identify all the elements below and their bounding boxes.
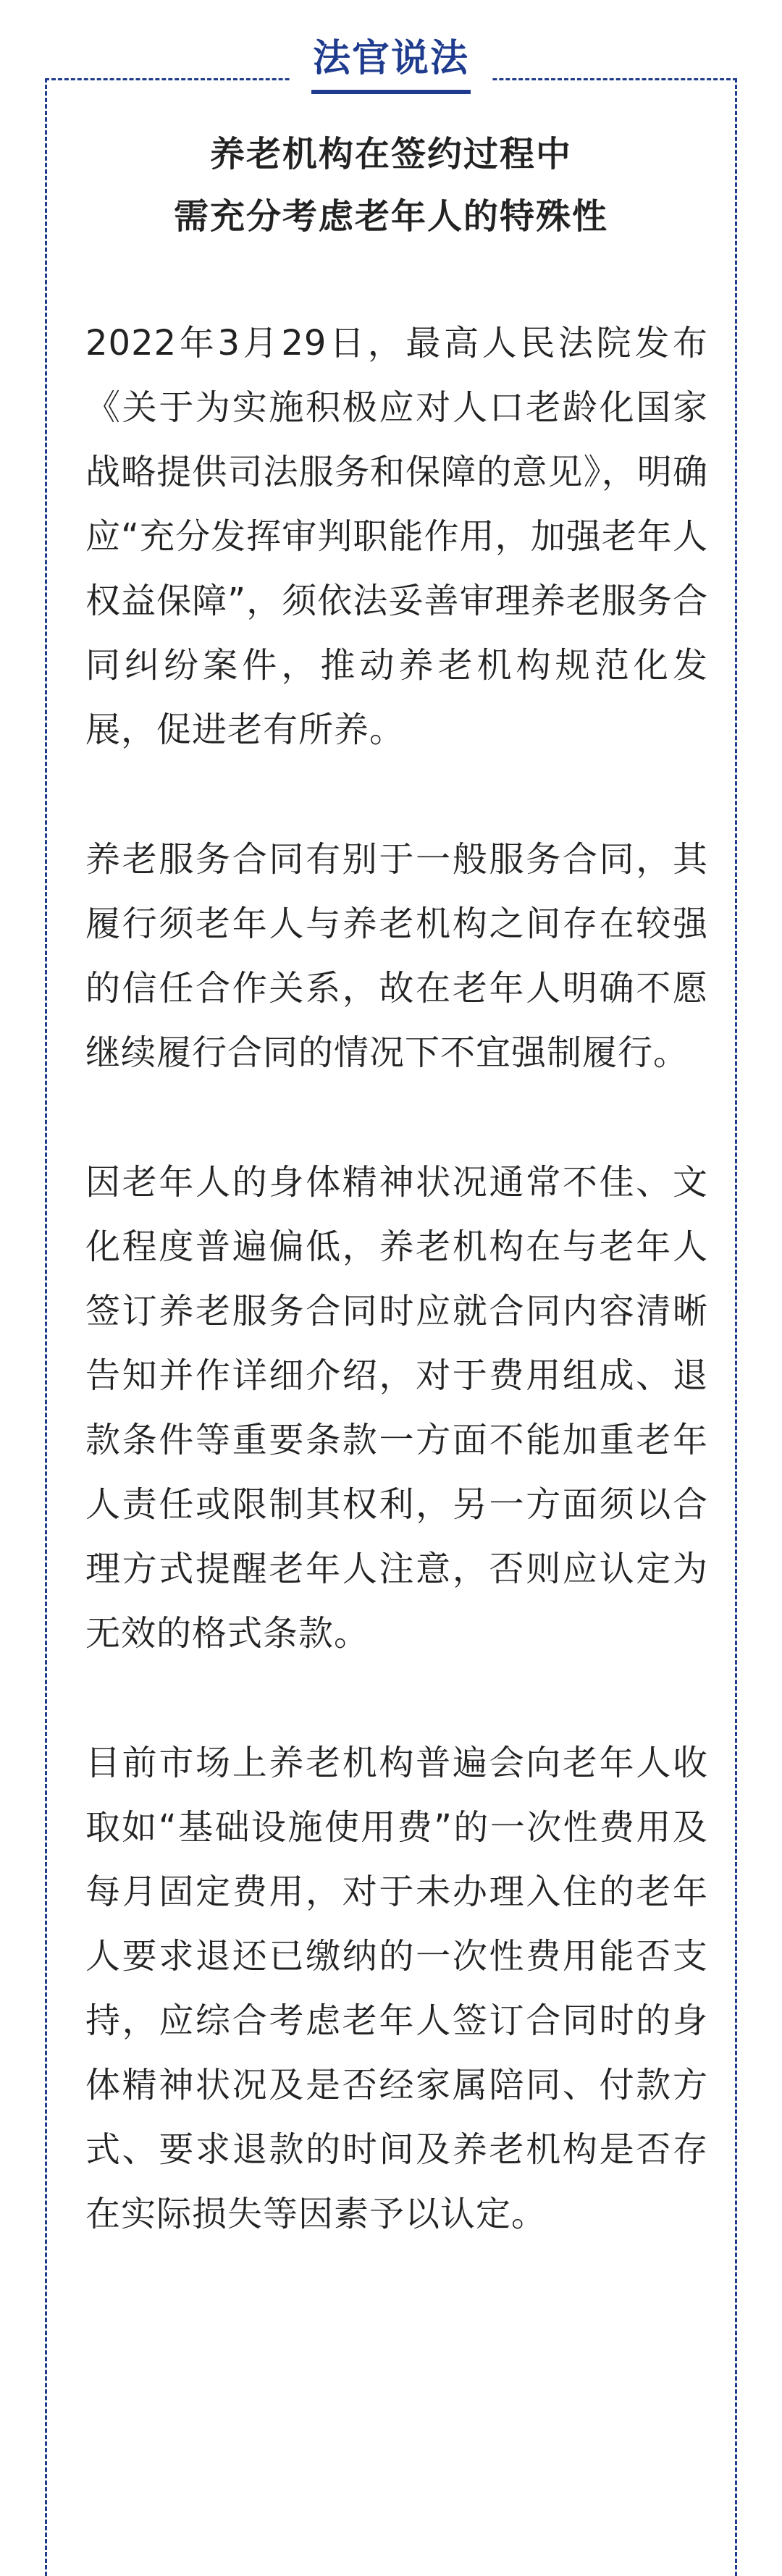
article-body bbox=[85, 311, 708, 2312]
paragraph-2: 养老服务合同有别于一般服务合同，其履行须老年人与养老机构之间存在较强的信任合作关系，故在老年人明确不愿继续履行合同的情况下不宜强制履行。 bbox=[85, 839, 708, 1073]
title-underline bbox=[311, 90, 471, 94]
paragraph-1: 2022年3月29日，最高人民法院发布《关于为实施积极应对人口老龄化国家战略提供司法服务和保障的意见》，明确应“充分发挥审判职能作用，加强老年人权益保障”，须依法妥善审理养老服务合同纠纷案件，推动养老机构规范化发展，促进老有所养。 bbox=[85, 323, 708, 750]
section-title: 法官说法 bbox=[312, 37, 469, 80]
paragraph-4: 目前市场上养老机构普遍会向老年人收取如“基础设施使用费”的一次性费用及每月固定费用，对于未办理入住的老年人要求退还已缴纳的一次性费用能否支持，应综合考虑老年人签订合同时的身体精神状况及是否经家属陪同、付款方式、要求退款的时间及养老机构是否存在实际损失等因素予以认定。 bbox=[85, 1743, 708, 2234]
article-subtitle bbox=[0, 123, 782, 248]
subtitle-line-2: 需充分考虑老年人的特殊性 bbox=[173, 196, 608, 237]
paragraph-3: 因老年人的身体精神状况通常不佳、文化程度普遍偏低，养老机构在与老年人签订养老服务合同时应就合同内容清晰告知并作详细介绍，对于费用组成、退款条件等重要条款一方面不能加重老年人责任或限制其权利，另一方面须以合理方式提醒老年人注意，否则应认定为无效的格式条款。 bbox=[85, 1162, 708, 1654]
subtitle-line-1: 养老机构在签约过程中 bbox=[209, 134, 572, 174]
section-header bbox=[291, 33, 491, 94]
